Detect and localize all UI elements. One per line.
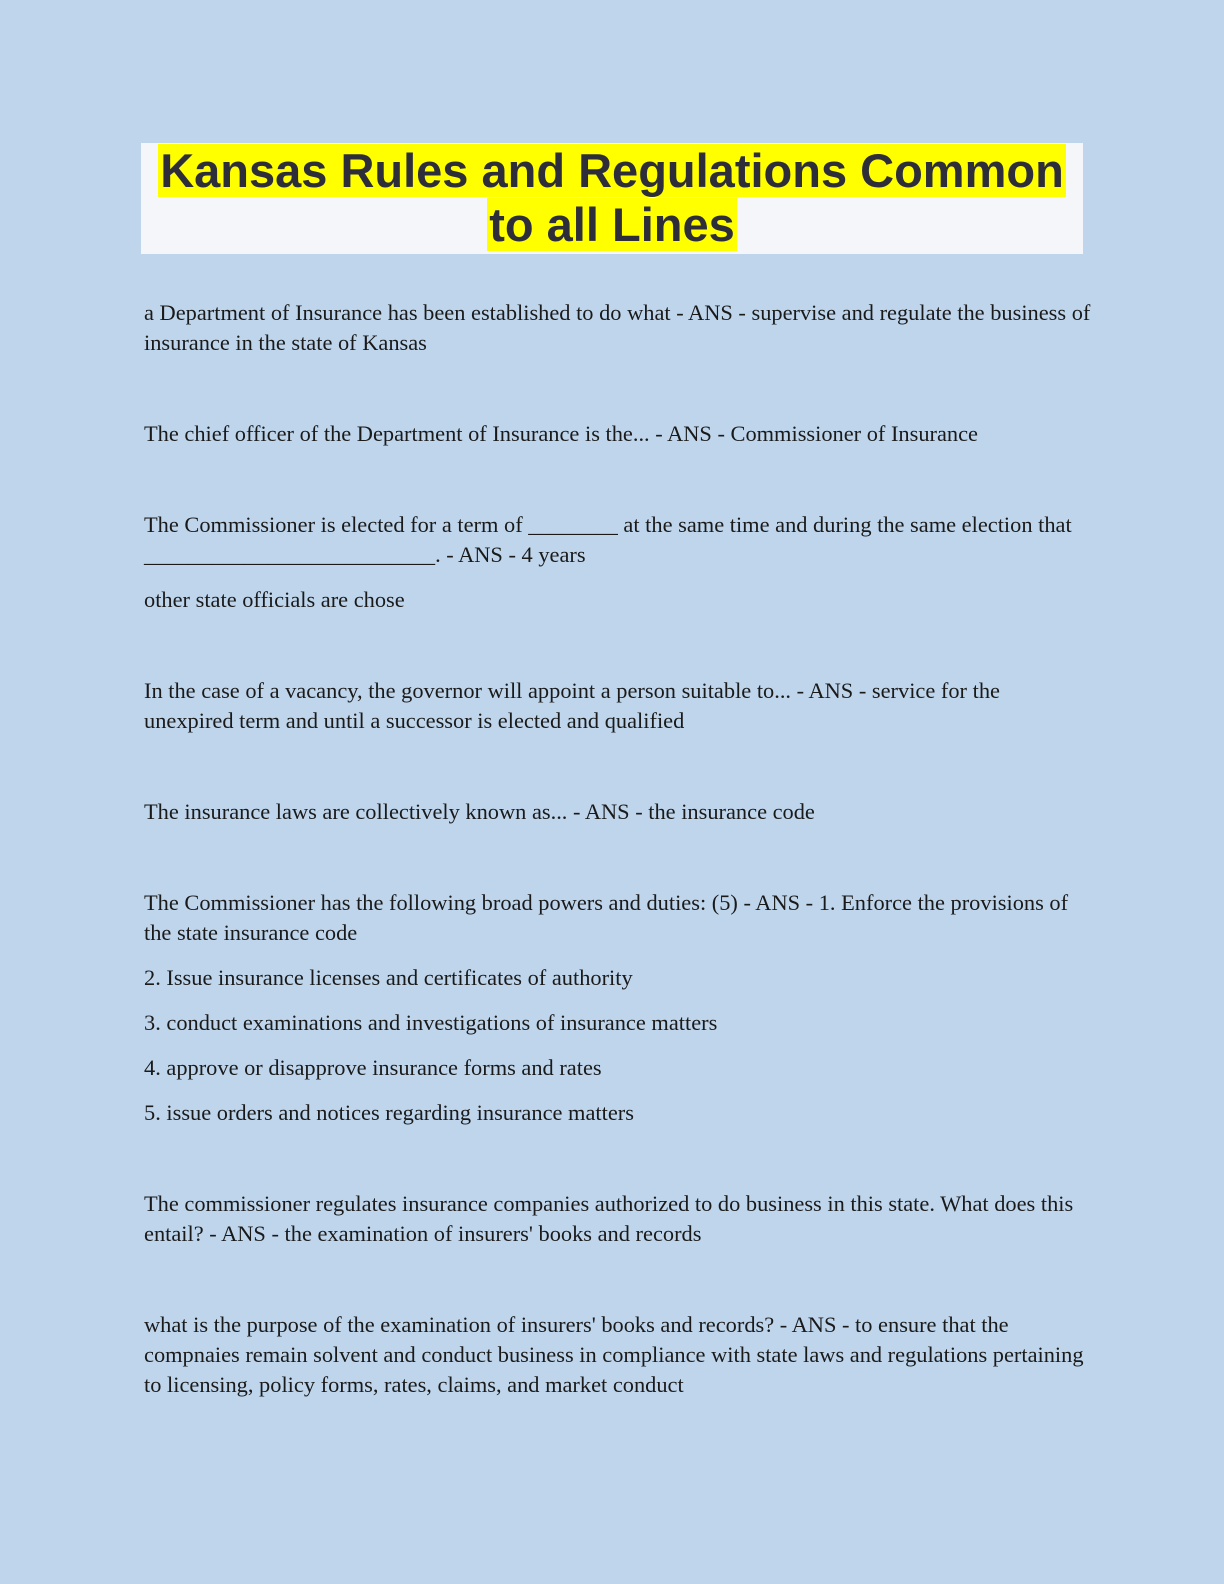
flashcard-6: The Commissioner has the following broad powers and duties: (5) - ANS - 1. Enforce the provisions of the state insurance code [144, 890, 1069, 945]
flashcard-1: a Department of Insurance has been established to do what - ANS - supervise and regulate the business of insurance in the state of Kansas [144, 300, 1091, 355]
flashcard-6-item-5: 5. issue orders and notices regarding insurance matters [144, 1100, 634, 1125]
spacer [144, 570, 1094, 585]
spacer [144, 358, 1094, 419]
flashcard-3: The Commissioner is elected for a term of ________ at the same time and during the same election that __________________________. - ANS - 4 years [144, 512, 1072, 567]
spacer [144, 993, 1094, 1008]
flashcard-list [144, 298, 1094, 1400]
spacer [144, 1249, 1094, 1310]
flashcard-6-item-3: 3. conduct examinations and investigations of insurance matters [144, 1010, 718, 1035]
title-line-1: Kansas Rules and Regulations Common [160, 144, 1064, 197]
flashcard-4: In the case of a vacancy, the governor will appoint a person suitable to... - ANS - service for the unexpired term and until a successor is elected and qualified [144, 678, 1000, 733]
spacer [144, 736, 1094, 797]
flashcard-5: The insurance laws are collectively known as... - ANS - the insurance code [144, 799, 815, 824]
spacer [144, 1083, 1094, 1098]
flashcard-8: what is the purpose of the examination of insurers' books and records? - ANS - to ensure that the compnaies remain solvent and conduct business in compliance with state laws and regulations pertaining to licensing, policy forms, rates, claims, and market conduct [144, 1312, 1084, 1397]
spacer [144, 615, 1094, 676]
flashcard-3-continuation: other state officials are chose [144, 587, 405, 612]
flashcard-7: The commissioner regulates insurance companies authorized to do business in this state. What does this entail? - ANS - the examination of insurers' books and records [144, 1191, 1074, 1246]
spacer [144, 1128, 1094, 1189]
spacer [144, 948, 1094, 963]
flashcard-2: The chief officer of the Department of Insurance is the... - ANS - Commissioner of Insurance [144, 421, 978, 446]
flashcard-6-item-2: 2. Issue insurance licenses and certificates of authority [144, 965, 633, 990]
document-title [141, 143, 1083, 254]
spacer [144, 449, 1094, 510]
flashcard-6-item-4: 4. approve or disapprove insurance forms and rates [144, 1055, 602, 1080]
spacer [144, 1038, 1094, 1053]
spacer [144, 827, 1094, 888]
title-line-2: to all Lines [489, 198, 735, 251]
